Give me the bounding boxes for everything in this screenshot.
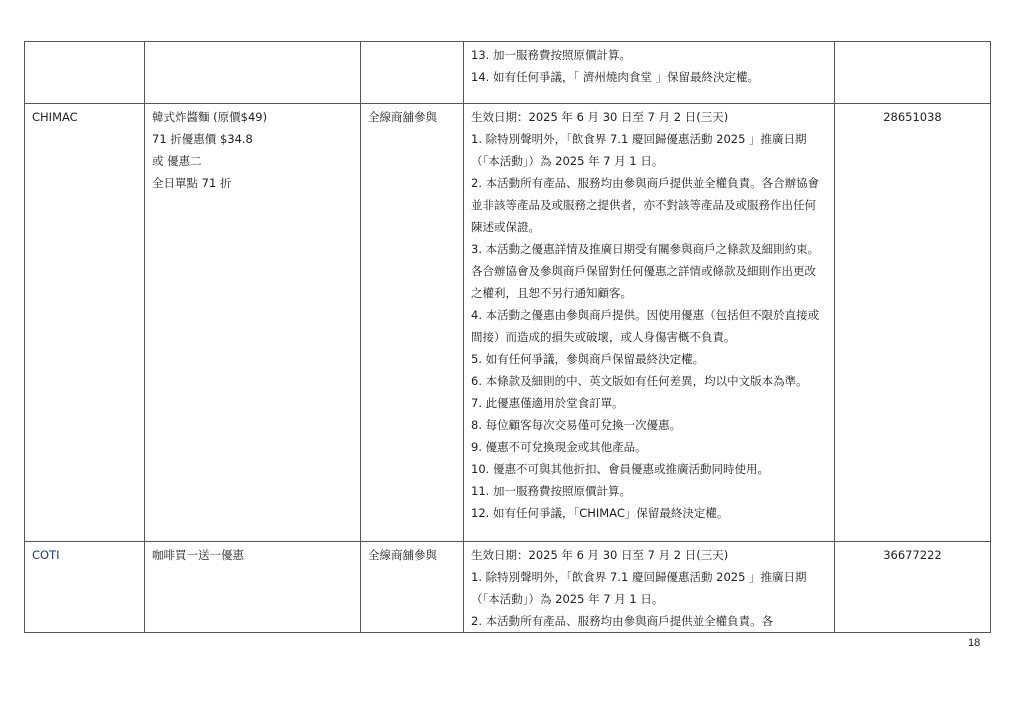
offer-line: 咖啡買一送一優惠 — [152, 548, 244, 562]
offer-line: 韓式炸醬麵 (原價$49) — [152, 110, 268, 124]
table-row — [25, 42, 991, 104]
phone-cell — [835, 42, 991, 104]
terms-cell — [464, 42, 835, 104]
terms-cell — [464, 104, 835, 542]
scope-cell — [361, 542, 464, 633]
terms-clause: 14. 如有任何爭議，「 濟州燒肉食堂 」保留最終決定權。 — [471, 70, 760, 84]
terms-clause: 1. 除特別聲明外，「飲食界 7.1 慶回歸優惠活動 2025 」推廣日期（「本活動」）為 2025 年 7 月 1 日。 — [471, 132, 807, 168]
terms-clause: 5. 如有任何爭議，參與商戶保留最終決定權。 — [471, 352, 705, 366]
terms-clause: 4. 本活動之優惠由參與商戶提供。因使用優惠（包括但不限於直接或間接）而造成的損失或破壞，或人身傷害概不負責。 — [471, 308, 820, 344]
terms-clause: 2. 本活動所有產品、服務均由參與商戶提供並全權負責。各合辦協會並非該等產品及或服務之提供者，亦不對該等產品及或服務作出任何陳述或保證。 — [471, 176, 820, 234]
scope-cell — [361, 42, 464, 104]
terms-clause: 生效日期：2025 年 6 月 30 日至 7 月 2 日(三天) — [471, 548, 729, 562]
terms-clause: 13. 加一服務費按照原價計算。 — [471, 48, 631, 62]
offer-line: 全日單點 71 折 — [152, 176, 232, 190]
terms-clause: 6. 本條款及細則的中、英文版如有任何差異，均以中文版本為準。 — [471, 374, 808, 388]
scope-cell — [361, 104, 464, 542]
terms-clause: 9. 優惠不可兌換現金或其他產品。 — [471, 440, 647, 454]
scope-text: 全線商舖參與 — [368, 548, 437, 562]
merchant-name-cell — [25, 42, 145, 104]
merchant-name: CHIMAC — [32, 110, 78, 124]
merchant-name-cell — [25, 542, 145, 633]
phone-number: 28651038 — [883, 110, 942, 124]
scope-text: 全線商舖參與 — [368, 110, 437, 124]
offer-line: 或 優惠二 — [152, 154, 202, 168]
merchant-name: COTI — [32, 548, 60, 562]
phone-cell — [835, 542, 991, 633]
phone-number: 36677222 — [883, 548, 942, 562]
terms-clause: 2. 本活動所有產品、服務均由參與商戶提供並全權負責。各 — [471, 614, 774, 628]
terms-clause: 生效日期：2025 年 6 月 30 日至 7 月 2 日(三天) — [471, 110, 729, 124]
phone-cell — [835, 104, 991, 542]
offer-cell — [145, 542, 361, 633]
offer-cell — [145, 42, 361, 104]
terms-clause: 12. 如有任何爭議，「CHIMAC」保留最終決定權。 — [471, 506, 729, 520]
terms-clause: 10. 優惠不可與其他折扣、會員優惠或推廣活動同時使用。 — [471, 462, 769, 476]
terms-clause: 7. 此優惠僅適用於堂食訂單。 — [471, 396, 624, 410]
merchant-name-cell — [25, 104, 145, 542]
terms-clause: 8. 每位顧客每次交易僅可兌換一次優惠。 — [471, 418, 682, 432]
offer-cell — [145, 104, 361, 542]
terms-cell — [464, 542, 835, 633]
terms-clause: 3. 本活動之優惠詳情及推廣日期受有關參與商戶之條款及細則約束。各合辦協會及參與商戶保留對任何優惠之詳情或條款及細則作出更改之權利，且恕不另行通知顧客。 — [471, 242, 820, 300]
terms-clause: 11. 加一服務費按照原價計算。 — [471, 484, 631, 498]
terms-clause: 1. 除特別聲明外，「飲食界 7.1 慶回歸優惠活動 2025 」推廣日期（「本活動」）為 2025 年 7 月 1 日。 — [471, 570, 807, 606]
merchant-offers-table — [24, 41, 991, 633]
table-row — [25, 104, 991, 542]
page-number: 18 — [968, 637, 981, 649]
table-row — [25, 542, 991, 633]
offer-line: 71 折優惠價 $34.8 — [152, 132, 253, 146]
